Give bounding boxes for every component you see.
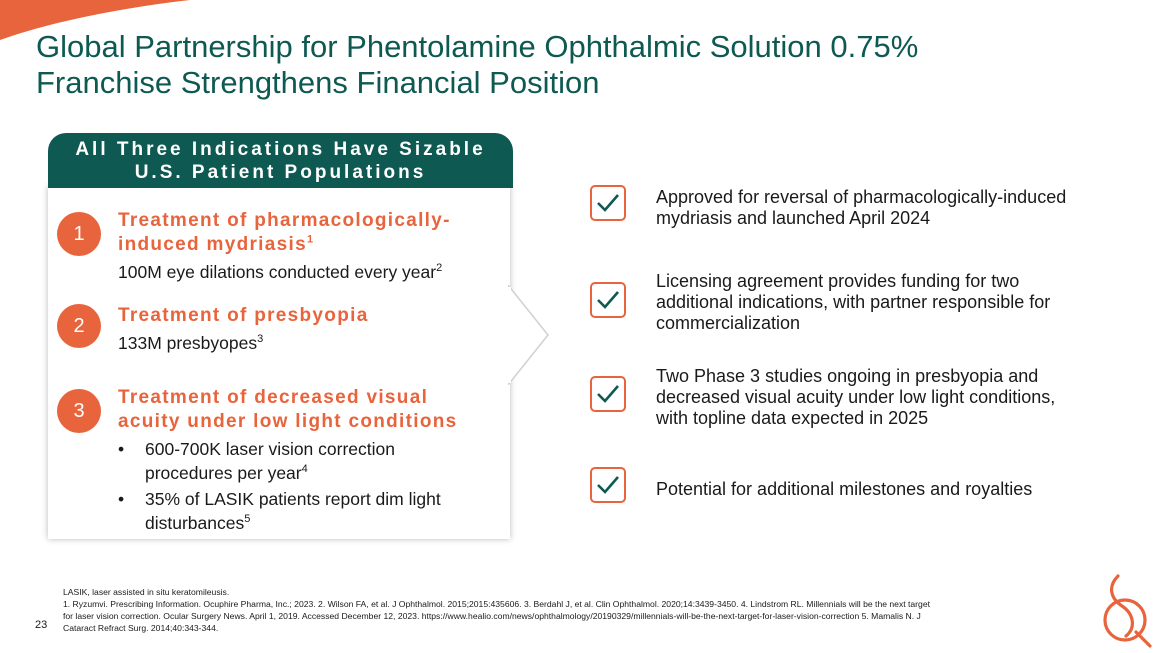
footnote-abbreviation: LASIK, laser assisted in situ keratomileusis.	[63, 587, 230, 597]
page-title	[36, 29, 1116, 101]
checklist-item	[656, 366, 1055, 429]
bullet-text	[145, 487, 441, 535]
bullet-text	[145, 437, 395, 485]
company-logo-icon	[1096, 572, 1154, 648]
bullet-dot: •	[118, 489, 125, 509]
bullet-dot: •	[118, 439, 125, 459]
footnote-marker: 2	[436, 262, 443, 275]
footnotes	[63, 586, 1063, 634]
indication-title	[118, 209, 451, 257]
indication-number-badge: 2	[57, 304, 101, 348]
checklist-item-line: with topline data expected in 2025	[656, 408, 929, 428]
check-icon	[590, 282, 626, 318]
bullet-text-fragment: disturbances	[145, 513, 245, 533]
card-header-line-2: U.S. Patient Populations	[134, 162, 427, 183]
footnote-references-line: for laser vision correction. Ocular Surgery News. April 1, 2019. Accessed December 12, 2023. https://www.healio.com/news/ophthalmology/20190329/millennials-will-be-the-next-target-for-laser-vision-correction 5. Mamalis N. J	[63, 611, 921, 621]
indication-title-line: Treatment of pharmacologically-	[118, 210, 451, 231]
checklist-item-line: Potential for additional milestones and royalties	[656, 479, 1033, 499]
bullet-text-fragment: procedures per year	[145, 463, 302, 483]
indication-title	[118, 304, 369, 328]
indication-stat-text: 100M eye dilations conducted every year	[118, 262, 437, 282]
indication-title-text: induced mydriasis	[118, 234, 307, 255]
checklist-item-line: mydriasis and launched April 2024	[656, 208, 931, 228]
check-icon	[590, 376, 626, 412]
indication-number-badge: 3	[57, 389, 101, 433]
indication-title-line: Treatment of presbyopia	[118, 305, 369, 326]
checklist-item	[656, 187, 1066, 229]
bullet-text-line: 35% of LASIK patients report dim light	[145, 489, 441, 509]
bullet-text-line	[145, 511, 441, 535]
bullet-text-line: 600-700K laser vision correction	[145, 439, 395, 459]
indication-stat	[118, 261, 442, 283]
checklist-item-line: decreased visual acuity under low light conditions,	[656, 387, 1056, 407]
indication-stat	[118, 332, 263, 354]
checklist-item-line: additional indications, with partner responsible for	[656, 292, 1051, 312]
indication-title	[118, 386, 458, 434]
footnote-marker: 5	[244, 513, 251, 526]
footnote-marker: 4	[301, 463, 308, 476]
page-title-line-2: Franchise Strengthens Financial Position	[36, 65, 600, 100]
page-number: 23	[35, 619, 48, 631]
page-title-line-1: Global Partnership for Phentolamine Ophthalmic Solution 0.75%	[36, 29, 919, 64]
checklist-item-line: Two Phase 3 studies ongoing in presbyopia and	[656, 366, 1039, 386]
checklist-item-line: Approved for reversal of pharmacologically-induced	[656, 187, 1067, 207]
indication-title-line: Treatment of decreased visual	[118, 387, 429, 408]
card-header-line-1: All Three Indications Have Sizable	[75, 139, 486, 160]
indication-title-line	[118, 233, 451, 257]
footnote-references-line: 1. Ryzumvi. Prescribing Information. Ocuphire Pharma, Inc.; 2023. 2. Wilson FA, et al. J Ophthalmol. 2015;2015:435606. 3. Berdahl J, et al. Clin Ophthalmol. 2020;14:3439-3450. 4. Lindstrom RL. Millennials will be the next target	[63, 599, 930, 609]
checklist-item	[656, 271, 1050, 334]
bullet-text-line	[145, 461, 395, 485]
indications-card-header	[48, 133, 513, 188]
indication-stat-text: 133M presbyopes	[118, 333, 258, 353]
footnote-marker: 3	[257, 333, 264, 346]
checklist-item-line: commercialization	[656, 313, 801, 333]
footnote-marker: 1	[306, 233, 315, 246]
indication-title-line: acuity under low light conditions	[118, 411, 458, 432]
checklist-item	[656, 479, 1032, 500]
card-arrow-pointer	[508, 285, 552, 385]
indication-number-badge: 1	[57, 212, 101, 256]
checklist-item-line: Licensing agreement provides funding for two	[656, 271, 1020, 291]
check-icon	[590, 467, 626, 503]
footnote-references-line: Cataract Refract Surg. 2014;40:343-344.	[63, 623, 219, 633]
check-icon	[590, 185, 626, 221]
